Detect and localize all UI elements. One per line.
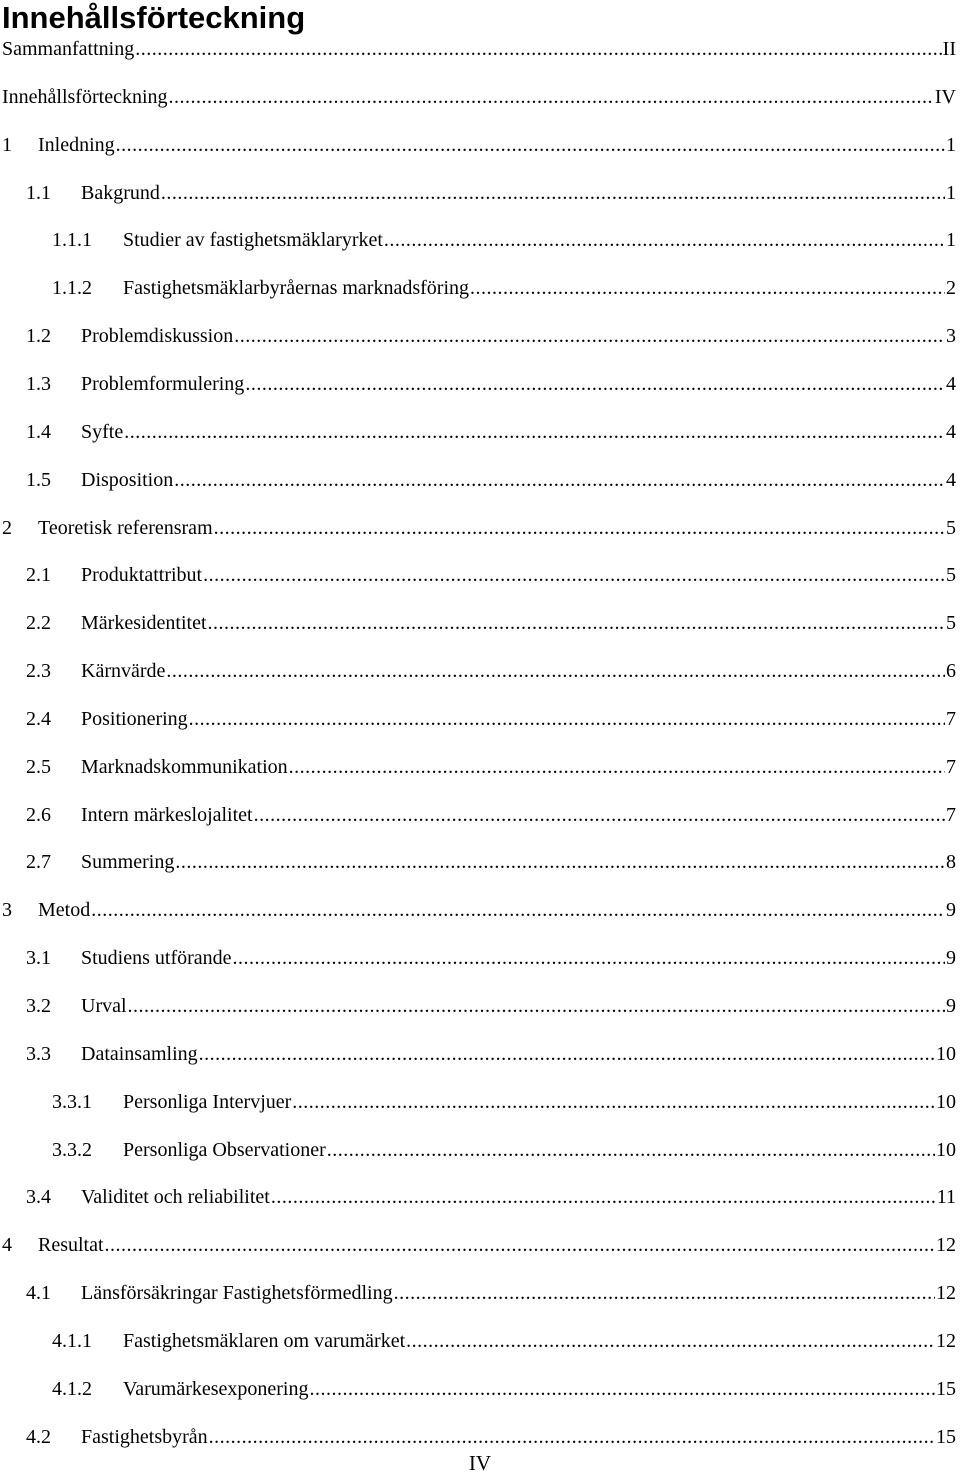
toc-entry-page: II (942, 38, 956, 60)
toc-dot-leader (135, 34, 941, 64)
toc-entry-page: 4 (946, 372, 956, 395)
toc-entry-number: 1.5 (26, 468, 51, 491)
toc-entry-page: 10 (936, 1138, 956, 1161)
toc-dot-leader (245, 369, 945, 399)
toc-entry[interactable] (2, 1230, 956, 1260)
toc-dot-leader (327, 1135, 935, 1165)
toc-entry-label: Bakgrund (81, 181, 160, 204)
toc-entry[interactable] (26, 560, 956, 590)
toc-entry-label: Personliga Observationer (123, 1138, 326, 1161)
toc-entry[interactable] (26, 321, 956, 351)
toc-dot-leader (406, 1326, 935, 1356)
toc-entry-number: 1.1 (26, 181, 51, 204)
toc-entry[interactable] (52, 1374, 956, 1404)
toc-entry-page: 1 (946, 181, 956, 204)
toc-entry-page: 8 (946, 851, 956, 874)
toc-entry-label: Datainsamling (81, 1042, 198, 1065)
toc-entry-label: Disposition (81, 468, 174, 491)
toc-entry[interactable] (26, 465, 956, 495)
toc-entry-label: Fastighetsbyrån (81, 1425, 208, 1448)
toc-entry[interactable] (26, 704, 956, 734)
toc-entry[interactable] (26, 1039, 956, 1069)
toc-entry-page: 15 (936, 1425, 956, 1448)
toc-entry-label: Summering (81, 851, 175, 874)
page-number: IV (468, 1451, 492, 1475)
toc-entry-page: 12 (936, 1329, 956, 1352)
page-title: Innehållsförteckning (2, 0, 306, 35)
toc-entry-page: 12 (936, 1234, 956, 1257)
toc-entry[interactable] (26, 800, 956, 830)
toc-entry[interactable] (26, 656, 956, 686)
toc-entry-number: 4 (2, 1234, 12, 1257)
toc-entry-page: 7 (946, 707, 956, 730)
toc-entry-number: 2.1 (26, 564, 51, 587)
toc-entry-page: 9 (946, 995, 956, 1017)
toc-entry-number: 4.2 (26, 1425, 51, 1448)
toc-entry-number: 1.2 (26, 325, 51, 348)
toc-dot-leader (289, 752, 945, 782)
toc-entry[interactable] (26, 943, 956, 973)
toc-entry-number: 3.3 (26, 1042, 51, 1065)
toc-entry[interactable] (26, 991, 956, 1021)
toc-entry-page: 10 (936, 1042, 956, 1065)
toc-entry-page: 10 (936, 1090, 956, 1113)
toc-dot-leader (310, 1374, 936, 1404)
toc-entry-number: 4.1.2 (52, 1377, 92, 1400)
toc-entry-label: Studiens utförande (81, 947, 232, 970)
toc-entry-page: 15 (936, 1377, 956, 1400)
toc-entry-page: 4 (946, 468, 956, 491)
toc-entry-page: 11 (936, 1186, 956, 1209)
toc-entry-page: 2 (946, 277, 956, 300)
toc-entry-number: 3.2 (26, 995, 51, 1017)
toc-entry-number: 1.1.2 (52, 277, 92, 300)
toc-entry-number: 2.6 (26, 803, 51, 826)
toc-dot-leader (174, 465, 945, 495)
toc-dot-leader (394, 1278, 935, 1308)
toc-entry-label: Personliga Intervjuer (123, 1090, 292, 1113)
toc-entry-label: Kärnvärde (81, 660, 166, 683)
toc-entry[interactable] (26, 847, 956, 877)
toc-entry[interactable] (52, 1087, 956, 1117)
toc-entry-number: 2.4 (26, 707, 51, 730)
toc-entry[interactable] (26, 608, 956, 638)
toc-entry-number: 1 (2, 133, 12, 156)
toc-dot-leader (116, 130, 945, 160)
toc-entry[interactable] (2, 130, 956, 160)
toc-entry-number: 3.3.1 (52, 1090, 92, 1113)
toc-entry-label: Marknadskommunikation (81, 755, 288, 778)
toc-dot-leader (254, 800, 945, 830)
toc-entry-page: 1 (946, 229, 956, 252)
toc-entry[interactable] (26, 369, 956, 399)
toc-entry[interactable] (52, 273, 956, 303)
toc-dot-leader (271, 1182, 936, 1212)
toc-entry[interactable] (52, 225, 956, 255)
toc-entry-label: Innehållsförteckning (2, 85, 168, 108)
toc-entry-label: Resultat (38, 1234, 104, 1257)
toc-entry-number: 4.1.1 (52, 1329, 92, 1352)
toc-entry-number: 1.1.1 (52, 229, 92, 252)
toc-entry-page: 4 (946, 420, 956, 443)
toc-entry[interactable] (2, 513, 956, 543)
toc-entry-number: 2.3 (26, 660, 51, 683)
toc-entry-label: Länsförsäkringar Fastighetsförmedling (81, 1282, 393, 1305)
toc-entry[interactable] (26, 1182, 956, 1212)
toc-dot-leader (208, 608, 945, 638)
toc-dot-leader (169, 82, 934, 112)
toc-entry-label: Teoretisk referensram (38, 516, 213, 539)
toc-dot-leader (384, 225, 945, 255)
toc-entry-label: Problemdiskussion (81, 325, 234, 348)
toc-entry[interactable] (26, 752, 956, 782)
toc-entry-page: 1 (946, 133, 956, 156)
toc-entry-label: Studier av fastighetsmäklaryrket (123, 229, 383, 252)
toc-dot-leader (189, 704, 945, 734)
toc-entry-label: Problemformulering (81, 372, 245, 395)
toc-entry-label: Inledning (38, 133, 115, 156)
toc-entry[interactable] (2, 34, 956, 64)
toc-entry-number: 3.3.2 (52, 1138, 92, 1161)
toc-entry-number: 4.1 (26, 1282, 51, 1305)
toc-entry-number: 3.1 (26, 947, 51, 970)
toc-entry-page: 5 (946, 612, 956, 635)
toc-entry[interactable] (52, 1326, 956, 1356)
toc-entry-label: Fastighetsmäklaren om varumärket (123, 1329, 406, 1352)
toc-entry[interactable] (26, 417, 956, 447)
toc-entry-number: 2.2 (26, 612, 51, 635)
toc-entry[interactable] (26, 1278, 956, 1308)
toc-entry-label: Metod (38, 899, 91, 922)
toc-dot-leader (292, 1087, 935, 1117)
toc-dot-leader (203, 560, 945, 590)
toc-entry-number: 2 (2, 516, 12, 539)
toc-entry-label: Varumärkesexponering (123, 1377, 309, 1400)
toc-entry[interactable] (26, 178, 956, 208)
toc-entry-page: 7 (946, 755, 956, 778)
toc-dot-leader (199, 1039, 935, 1069)
toc-dot-leader (166, 656, 945, 686)
toc-dot-leader (470, 273, 945, 303)
toc-dot-leader (214, 513, 945, 543)
toc-entry-number: 3.4 (26, 1186, 51, 1209)
toc-entry-page: 5 (946, 516, 956, 539)
toc-entry[interactable] (52, 1135, 956, 1165)
toc-entry-label: Syfte (81, 420, 124, 443)
toc-entry[interactable] (2, 895, 956, 925)
toc-entry-number: 2.5 (26, 755, 51, 778)
toc-dot-leader (91, 895, 945, 925)
toc-entry-label: Positionering (81, 707, 188, 730)
toc-dot-leader (233, 943, 945, 973)
toc-entry-label: Validitet och reliabilitet (81, 1186, 270, 1209)
toc-dot-leader (234, 321, 945, 351)
toc-entry-number: 2.7 (26, 851, 51, 874)
toc-entry-page: 5 (946, 564, 956, 587)
toc-entry-label: Intern märkeslojalitet (81, 803, 253, 826)
toc-entry-label: Sammanfattning (2, 38, 135, 60)
toc-entry-page: 3 (946, 325, 956, 348)
toc-dot-leader (175, 847, 945, 877)
toc-entry-page: 12 (936, 1282, 956, 1305)
toc-entry-page: IV (934, 85, 956, 108)
toc-entry-label: Fastighetsmäklarbyråernas marknadsföring (123, 277, 470, 300)
toc-entry-label: Urval (81, 995, 127, 1017)
toc-entry-page: 9 (946, 899, 956, 922)
toc-entry-number: 3 (2, 899, 12, 922)
toc-entry-page: 9 (946, 947, 956, 970)
toc-entry-page: 7 (946, 803, 956, 826)
toc-dot-leader (105, 1230, 935, 1260)
toc-dot-leader (128, 991, 945, 1021)
toc-dot-leader (161, 178, 945, 208)
toc-entry-number: 1.4 (26, 420, 51, 443)
toc-entry-number: 1.3 (26, 372, 51, 395)
toc-entry-label: Produktattribut (81, 564, 203, 587)
toc-entry-page: 6 (946, 660, 956, 683)
toc-dot-leader (124, 417, 945, 447)
toc-entry[interactable] (2, 82, 956, 112)
toc-entry-label: Märkesidentitet (81, 612, 207, 635)
